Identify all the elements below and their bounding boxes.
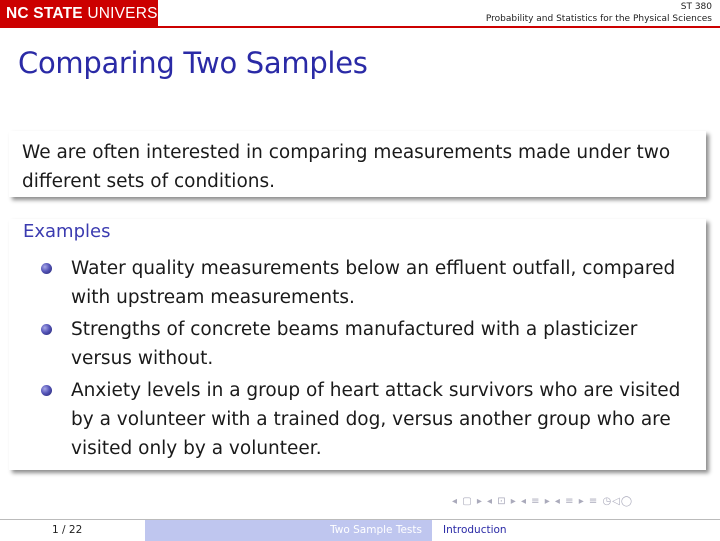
logo-bold-text: NC STATE bbox=[6, 5, 83, 22]
presentation-title: Two Sample Tests bbox=[330, 524, 422, 536]
intro-text: We are often interested in comparing measurements made under two different sets of conditions. bbox=[22, 142, 671, 192]
slide-header bbox=[0, 0, 720, 27]
list-item bbox=[39, 376, 704, 463]
example-text: Anxiety levels in a group of heart attack survivors who are visited by a volunteer with a trained dog, versus another group who are visited only by a volunteer. bbox=[71, 380, 681, 459]
examples-title: Examples bbox=[23, 221, 111, 242]
list-item bbox=[39, 315, 704, 373]
course-info bbox=[486, 1, 712, 25]
examples-block bbox=[9, 219, 706, 470]
course-name: Probability and Statistics for the Physical Sciences bbox=[485, 14, 712, 24]
example-text: Water quality measurements below an effluent outfall, compared with upstream measurements. bbox=[71, 258, 676, 308]
bullet-icon bbox=[41, 324, 52, 335]
examples-list bbox=[39, 254, 704, 466]
logo-rest-text: UNIVERSITY bbox=[82, 5, 183, 22]
beamer-navigation-icons[interactable]: ◂ ▢ ▸ ◂ ⊡ ▸ ◂ ≡ ▸ ◂ ≡ ▸ ≡ ◷◁◯ bbox=[452, 496, 634, 507]
ncsu-logo bbox=[0, 0, 183, 27]
bullet-icon bbox=[41, 385, 52, 396]
section-name: Introduction bbox=[443, 524, 507, 536]
intro-block bbox=[9, 131, 706, 197]
header-rule bbox=[0, 26, 720, 28]
page-number: 1 / 22 bbox=[52, 524, 83, 536]
list-item bbox=[39, 254, 704, 312]
slide-footer bbox=[0, 519, 720, 541]
course-code: ST 380 bbox=[680, 2, 712, 12]
example-text: Strengths of concrete beams manufactured with a plasticizer versus without. bbox=[71, 319, 638, 369]
bullet-icon bbox=[41, 263, 52, 274]
slide-title: Comparing Two Samples bbox=[18, 46, 368, 80]
footer-title-bar bbox=[145, 520, 432, 541]
